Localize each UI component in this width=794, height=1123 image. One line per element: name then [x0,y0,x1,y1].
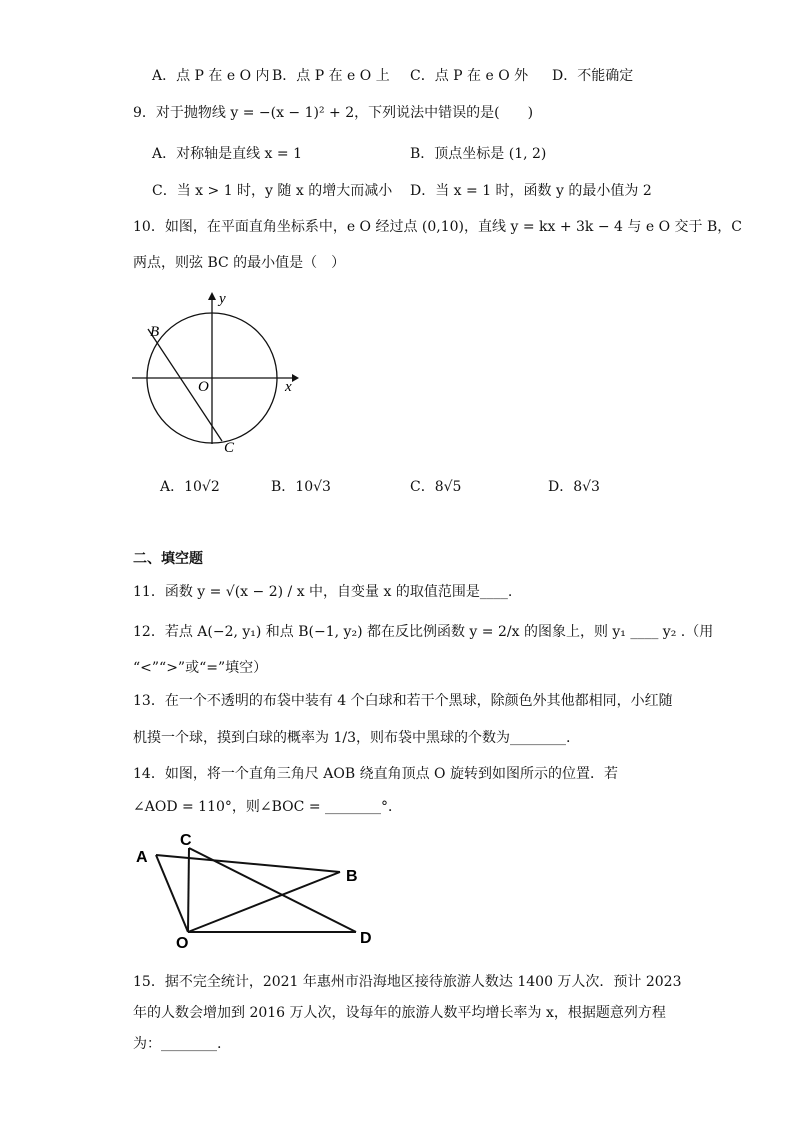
q10-label-b: B [150,324,160,340]
q13-line2: 机摸一个球，摸到白球的概率为 1/3，则布袋中黑球的个数为________. [133,730,571,746]
q10-option-a: A．10√2 [160,479,220,495]
q14-label-b: B [346,868,358,885]
q9-option-b: B．顶点坐标是 (1, 2) [410,146,547,162]
q9-stem: 9．对于抛物线 y = −(x − 1)² + 2，下列说法中错误的是( ) [133,105,534,121]
q14-label-a: A [136,849,148,866]
q14-line2: ∠AOD = 110°，则∠BOC = ________°． [133,799,402,815]
q9-option-d: D．当 x = 1 时，函数 y 的最小值为 2 [410,183,652,199]
q8-option-c: C．点 P 在 e O 外 [410,68,529,84]
q10-label-y: y [219,291,226,307]
q8-option-a: A．点 P 在 e O 内 [152,68,270,84]
q15-line2: 年的人数会增加到 2016 万人次，设每年的旅游人数平均增长率为 x，根据题意列方程 [133,1005,666,1021]
q14-label-o: O [176,935,189,950]
q10-stem-line1: 10．如图，在平面直角坐标系中，e O 经过点 (0,10)，直线 y = kx + 3k − 4 与 e O 交于 B，C [133,219,742,235]
q14-segment-oc [188,848,189,932]
q11-stem: 11．函数 y = √(x − 2) / x 中，自变量 x 的取值范围是____. [133,584,513,600]
q10-label-c: C [224,440,235,456]
q9-option-a: A．对称轴是直线 x = 1 [152,146,302,162]
q10-label-o: O [198,379,209,395]
q15-line1: 15．据不完全统计，2021 年惠州市沿海地区接待旅游人数达 1400 万人次．预计 2023 [133,974,682,990]
q12-line2: “<”“>”或“=”填空） [133,660,268,676]
q8-option-d: D．不能确定 [552,68,634,84]
q13-line1: 13．在一个不透明的布袋中装有 4 个白球和若干个黑球，除颜色外其他都相同，小红随 [133,693,673,709]
q10-option-d: D．8√3 [548,479,600,495]
q10-chord-bc [148,329,222,441]
q14-label-c: C [180,832,192,849]
q12-line1: 12．若点 A(−2, y₁) 和点 B(−1, y₂) 都在反比例函数 y = 2/x 的图象上，则 y₁ ____ y₂ .（用 [133,624,714,640]
q10-stem-line2: 两点，则弦 BC 的最小值是（ ） [133,255,346,271]
section-fill-in-title: 二、填空题 [133,551,203,567]
q14-segment-oa [156,855,188,932]
q9-option-c: C．当 x > 1 时，y 随 x 的增大而减小 [152,183,393,199]
q15-line3: 为：________. [133,1036,222,1052]
q14-segment-cd [189,848,356,932]
q14-line1: 14．如图，将一个直角三角尺 AOB 绕直角顶点 O 旋转到如图所示的位置．若 [133,766,618,782]
q14-label-d: D [360,930,372,947]
q10-circle-figure [128,286,328,461]
q14-segment-ob [188,872,340,932]
q8-option-b: B．点 P 在 e O 上 [272,68,390,84]
q10-option-c: C．8√5 [410,479,462,495]
q14-segment-ab [156,855,340,872]
q14-triangle-figure [134,830,384,950]
q10-option-b: B．10√3 [271,479,331,495]
q10-y-axis-arrow [208,292,216,300]
q10-x-axis-arrow [292,374,299,382]
q10-label-x: x [285,379,292,395]
